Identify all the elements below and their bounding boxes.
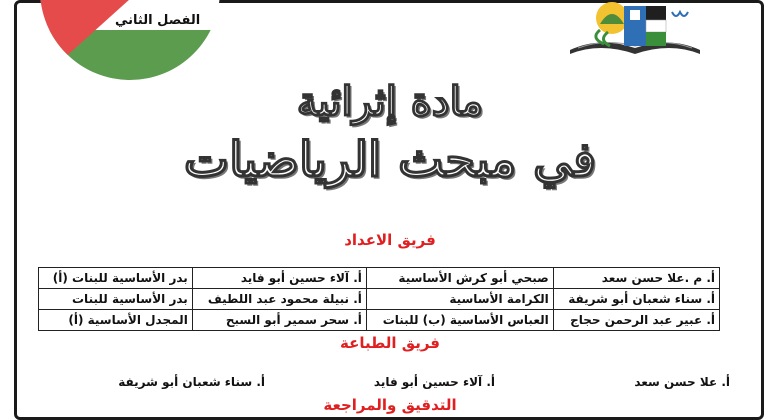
prep-team-heading: فريق الاعداد <box>344 231 436 249</box>
semester-label: الفصل الثاني <box>115 13 201 28</box>
prep-team-table <box>38 267 720 331</box>
table-row <box>39 310 720 331</box>
print-team-heading: فريق الطباعة <box>339 334 440 352</box>
school-name: بدر الأساسية للبنات (أ) <box>39 268 193 289</box>
teacher-name: أ. عبير عبد الرحمن حجاج <box>553 310 719 331</box>
school-name: العباس الأساسية (ب) للبنات <box>366 310 553 331</box>
print-team-member: أ. علا حسن سعد <box>634 375 730 389</box>
review-team-heading: التدقيق والمراجعة <box>323 396 457 414</box>
document-title-line1: مادة إثرائية <box>296 78 484 125</box>
ministry-logo-icon <box>560 0 710 56</box>
teacher-name: أ. نبيلة محمود عبد اللطيف <box>192 289 366 310</box>
document-title-line2: في مبحث الرياضيات <box>183 132 597 188</box>
table-row <box>39 268 720 289</box>
table-row <box>39 289 720 310</box>
print-team-names <box>60 375 730 393</box>
school-name: صبحي أبو كرش الأساسية <box>366 268 553 289</box>
teacher-name: أ. سناء شعبان أبو شريفة <box>553 289 719 310</box>
teacher-name: أ. م .علا حسن سعد <box>553 268 719 289</box>
flag-red-triangle <box>40 0 140 80</box>
print-team-member: أ. آلاء حسين أبو فايد <box>373 375 495 389</box>
school-name: بدر الأساسية للبنات <box>39 289 193 310</box>
teacher-name: أ. سحر سمير أبو السبح <box>192 310 366 331</box>
school-name: الكرامة الأساسية <box>366 289 553 310</box>
print-team-member: أ. سناء شعبان أبو شريفة <box>118 375 265 389</box>
school-name: المجدل الأساسية (أ) <box>39 310 193 331</box>
palestine-flag-badge <box>40 0 220 80</box>
teacher-name: أ. آلاء حسين أبو فايد <box>192 268 366 289</box>
